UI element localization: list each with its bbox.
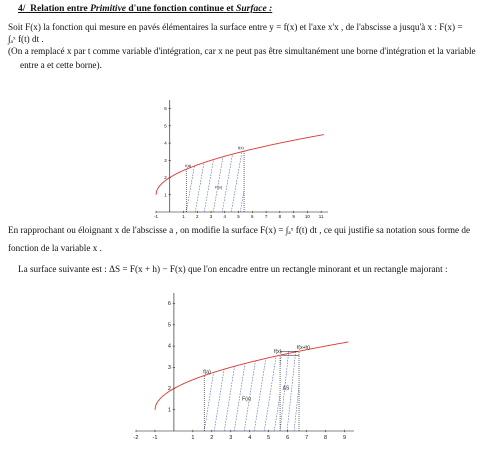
hatch-line xyxy=(114,100,134,212)
hatch-line xyxy=(134,293,156,431)
hatch-line xyxy=(303,100,323,212)
label-f-x-h: f(x+h) xyxy=(297,345,310,352)
paragraph-definition: Soit F(x) la fonction qui mesure en pavés élémentaires la surface entre y = f(x) et l'axe x'x , de l'abscisse a jusqu'à x : F(x) = xyxy=(8,22,463,32)
hatch-line xyxy=(159,100,179,212)
curve xyxy=(155,342,348,410)
hatch-line xyxy=(258,100,278,212)
label-f-a: f(a) xyxy=(203,369,211,376)
hatch-line xyxy=(184,293,206,431)
hatch-line xyxy=(150,100,170,212)
hatch-line xyxy=(294,100,314,212)
y-tick-label: 2 xyxy=(167,386,171,393)
hatch-line xyxy=(123,100,143,212)
hatch-line xyxy=(276,100,296,212)
hatch-line xyxy=(285,100,305,212)
hatch-line xyxy=(194,293,216,431)
hatch-line xyxy=(234,293,256,431)
label-f-x: f(x) xyxy=(274,349,282,356)
hatch-line xyxy=(329,293,344,431)
x-tick-label: -1 xyxy=(153,214,159,219)
label-F-x: F(x) xyxy=(242,396,252,403)
hatch-line xyxy=(354,293,376,431)
x-tick-label: 3 xyxy=(229,435,233,441)
label-f-a: f(a) xyxy=(185,163,192,169)
hatch-line xyxy=(252,293,267,431)
hatch-line xyxy=(324,293,346,431)
hatch-line xyxy=(244,293,266,431)
curve xyxy=(156,135,324,198)
y-tick-label: 4 xyxy=(167,343,171,350)
hatch-line xyxy=(301,293,316,431)
x-tick-label: 9 xyxy=(292,214,295,219)
x-tick-label: 5 xyxy=(237,214,240,219)
y-tick-label: 3 xyxy=(164,157,167,163)
y-tick-label: 6 xyxy=(167,301,171,308)
hatch-line xyxy=(339,100,359,212)
x-tick-label: 5 xyxy=(267,435,271,441)
x-tick-label: 1 xyxy=(191,435,195,441)
hatch-line xyxy=(249,100,269,212)
hatch-line xyxy=(273,293,288,431)
hatch-line xyxy=(374,293,396,431)
label-F-x: F(x) xyxy=(215,184,223,190)
section-title: 4/ Relation entre Primitive d'une fonction continue et Surface : xyxy=(18,4,273,14)
x-tick-label: 10 xyxy=(304,214,310,219)
hatch-line xyxy=(304,293,326,431)
hatch-line xyxy=(154,293,176,431)
delta-hatch xyxy=(252,293,372,431)
hatch-line xyxy=(174,293,196,431)
hatch-line xyxy=(294,293,309,431)
hatch-line xyxy=(344,293,366,431)
hatch-line xyxy=(364,293,386,431)
paragraph-variation: En rapprochant ou éloignant x de l'abscisse a , on modifie la surface F(x) = ∫ₐˣ f(t) dt , ce qui justifie sa notation sous forme de xyxy=(8,225,471,235)
label-f-x: f(x) xyxy=(238,145,244,151)
hatch-line xyxy=(264,293,286,431)
hatch-line xyxy=(315,293,330,431)
chart-1 xyxy=(114,100,377,219)
x-tick-label: 4 xyxy=(223,214,227,219)
y-tick-label: 1 xyxy=(167,407,171,414)
hatch-line xyxy=(144,293,166,431)
hatch-line xyxy=(312,100,332,212)
hatch-line xyxy=(350,293,365,431)
hatch-line xyxy=(314,293,336,431)
hatch-line xyxy=(294,293,316,431)
integral-definition: ∫ₐˣ f(t) dt . xyxy=(8,34,44,44)
x-tick-label: -2 xyxy=(133,435,139,441)
x-tick-label: 9 xyxy=(342,435,347,441)
hatch-line xyxy=(280,293,295,431)
hatch-line xyxy=(168,100,188,212)
x-tick-label: 7 xyxy=(305,435,309,441)
hatch-line xyxy=(287,293,302,431)
x-tick-label: 2 xyxy=(196,214,199,219)
x-tick-label: 7 xyxy=(264,214,268,219)
x-tick-label: 8 xyxy=(278,214,282,219)
x-tick-label: 1 xyxy=(182,214,185,219)
hatch-line xyxy=(254,293,276,431)
x-tick-label: 6 xyxy=(286,435,290,441)
hatch-line xyxy=(267,100,287,212)
x-tick-label: 2 xyxy=(210,435,214,441)
y-tick-label: 5 xyxy=(167,322,171,329)
hatch-line xyxy=(330,100,350,212)
hatch-line xyxy=(124,293,146,431)
hatch-line xyxy=(213,100,233,212)
hatch-line xyxy=(322,293,337,431)
hatch-line xyxy=(284,293,306,431)
hatch-line xyxy=(357,293,372,431)
paragraph-remark: (On a remplacé x par t comme variable d'intégration, car x ne peut pas être simultanément une borne d'intégration et la variable xyxy=(8,46,476,56)
paragraph-variation-cont: fonction de la variable x . xyxy=(8,243,102,253)
paragraph-delta-s: La surface suivante est : ΔS = F(x + h) − F(x) que l'on encadre entre un rectangle minorant et un rectangle majorant : xyxy=(18,264,448,274)
chart-2 xyxy=(124,293,416,441)
hatch-line xyxy=(321,100,341,212)
hatch-line xyxy=(141,100,161,212)
hatch-line xyxy=(266,293,281,431)
hatch-line xyxy=(384,293,406,431)
hatch-line xyxy=(132,100,152,212)
hatch-line xyxy=(343,293,358,431)
hatch-line xyxy=(231,100,251,212)
hatch-line xyxy=(334,293,356,431)
y-tick-label: 1 xyxy=(164,192,167,198)
hatch-line xyxy=(177,100,197,212)
y-tick-label: 2 xyxy=(164,175,167,181)
hatch-line xyxy=(259,293,274,431)
x-tick-label: 6 xyxy=(251,214,254,219)
hatch-line xyxy=(195,100,215,212)
hatch-line xyxy=(204,100,224,212)
y-tick-label: 5 xyxy=(164,123,167,129)
hatch-line xyxy=(204,293,226,431)
hatch-line xyxy=(274,293,296,431)
x-tick-label: 8 xyxy=(324,435,328,441)
hatch-line xyxy=(186,100,206,212)
hatch-line xyxy=(308,293,323,431)
y-tick-label: 4 xyxy=(164,140,167,146)
x-tick-label: -1 xyxy=(152,435,158,441)
hatch-line xyxy=(336,293,351,431)
x-tick-label: 11 xyxy=(318,214,324,219)
y-tick-label: 3 xyxy=(167,364,171,371)
label-delta-s: ΔS xyxy=(282,385,290,392)
hatch-line xyxy=(394,293,416,431)
hatch-line xyxy=(214,293,236,431)
hatch-line xyxy=(224,293,246,431)
x-tick-label: 4 xyxy=(248,435,252,441)
y-tick-label: 6 xyxy=(164,106,167,112)
hatch-line xyxy=(357,100,377,212)
x-tick-label: 3 xyxy=(209,214,213,219)
paragraph-remark-cont: entre a et cette borne). xyxy=(20,60,102,70)
hatch-line xyxy=(240,100,260,212)
hatch-line xyxy=(348,100,368,212)
hatch-group xyxy=(114,100,377,212)
